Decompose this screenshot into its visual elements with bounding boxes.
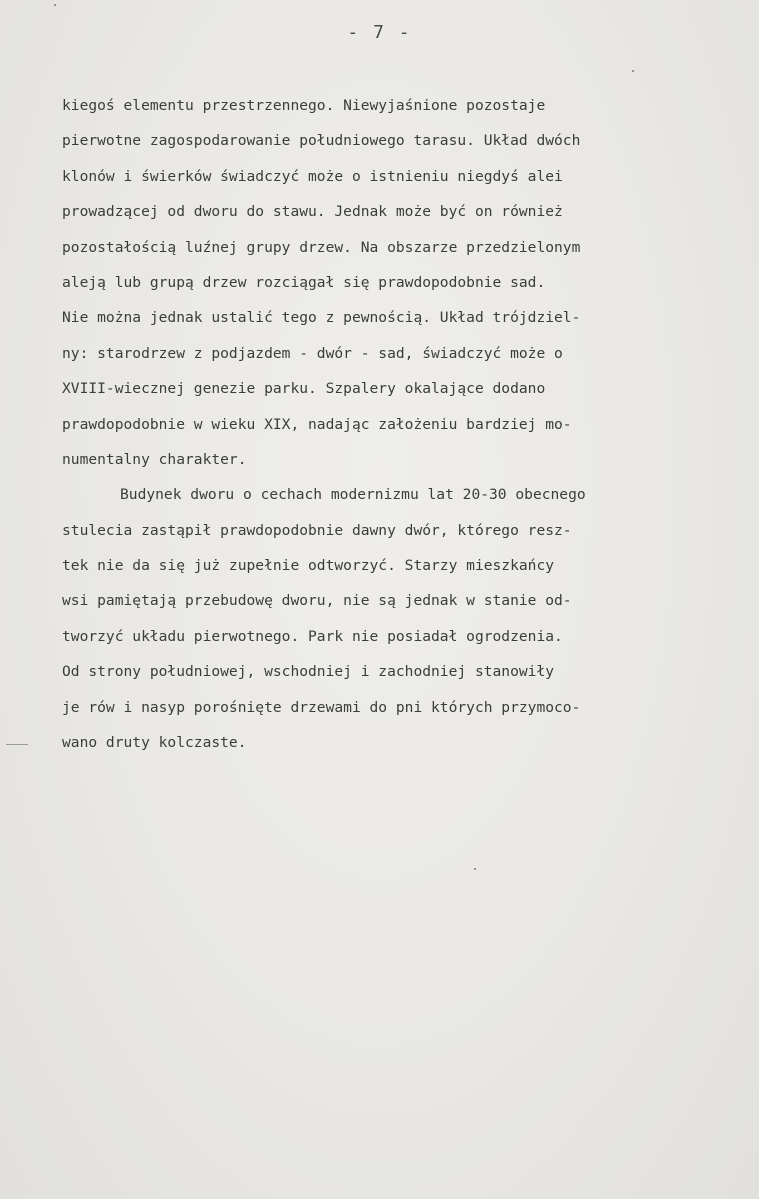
paper-speck [54,4,56,6]
text-line: tek nie da się już zupełnie odtworzyć. Starzy mieszkańcy [62,557,555,575]
text-line: tworzyć układu pierwotnego. Park nie posiadał ogrodzenia. [62,627,563,645]
text-line: pierwotne zagospodarowanie południowego tarasu. Układ dwóch [62,132,581,150]
text-line: klonów i świerków świadczyć może o istnieniu niegdyś alei [62,167,563,185]
page-number: - 7 - [347,22,412,43]
text-line: kiegoś elementu przestrzennego. Niewyjaśnione pozostaje [62,97,546,114]
paper-speck [632,70,634,72]
body-text [62,88,722,760]
margin-mark [6,744,28,745]
paragraph-2 [62,477,722,760]
text-line: Budynek dworu o cechach modernizmu lat 20-30 obecnego [120,486,586,504]
text-line: prowadzącej od dworu do stawu. Jednak może być on również [62,203,563,221]
text-line: numentalny charakter. [62,450,247,468]
paragraph-1 [62,88,722,477]
text-line: je rów i nasyp porośnięte drzewami do pni których przymoco- [62,698,581,716]
text-line: ny: starodrzew z podjazdem - dwór - sad, świadczyć może o [62,344,563,362]
text-line: wano druty kolczaste. [62,734,247,752]
text-line: wsi pamiętają przebudowę dworu, nie są jednak w stanie od- [62,592,572,610]
text-line: stulecia zastąpił prawdopodobnie dawny dwór, którego resz- [62,521,572,539]
text-line: aleją lub grupą drzew rozciągał się prawdopodobnie sad. [62,273,546,291]
paper-speck [474,868,476,870]
text-line: pozostałością luźnej grupy drzew. Na obszarze przedzielonym [62,238,581,256]
text-line: XVIII-wiecznej genezie parku. Szpalery okalające dodano [62,380,546,398]
text-line: Nie można jednak ustalić tego z pewnością. Układ trójdziel- [62,309,581,327]
text-line: Od strony południowej, wschodniej i zachodniej stanowiły [62,663,555,681]
text-line: prawdopodobnie w wieku XIX, nadając założeniu bardziej mo- [62,415,572,433]
